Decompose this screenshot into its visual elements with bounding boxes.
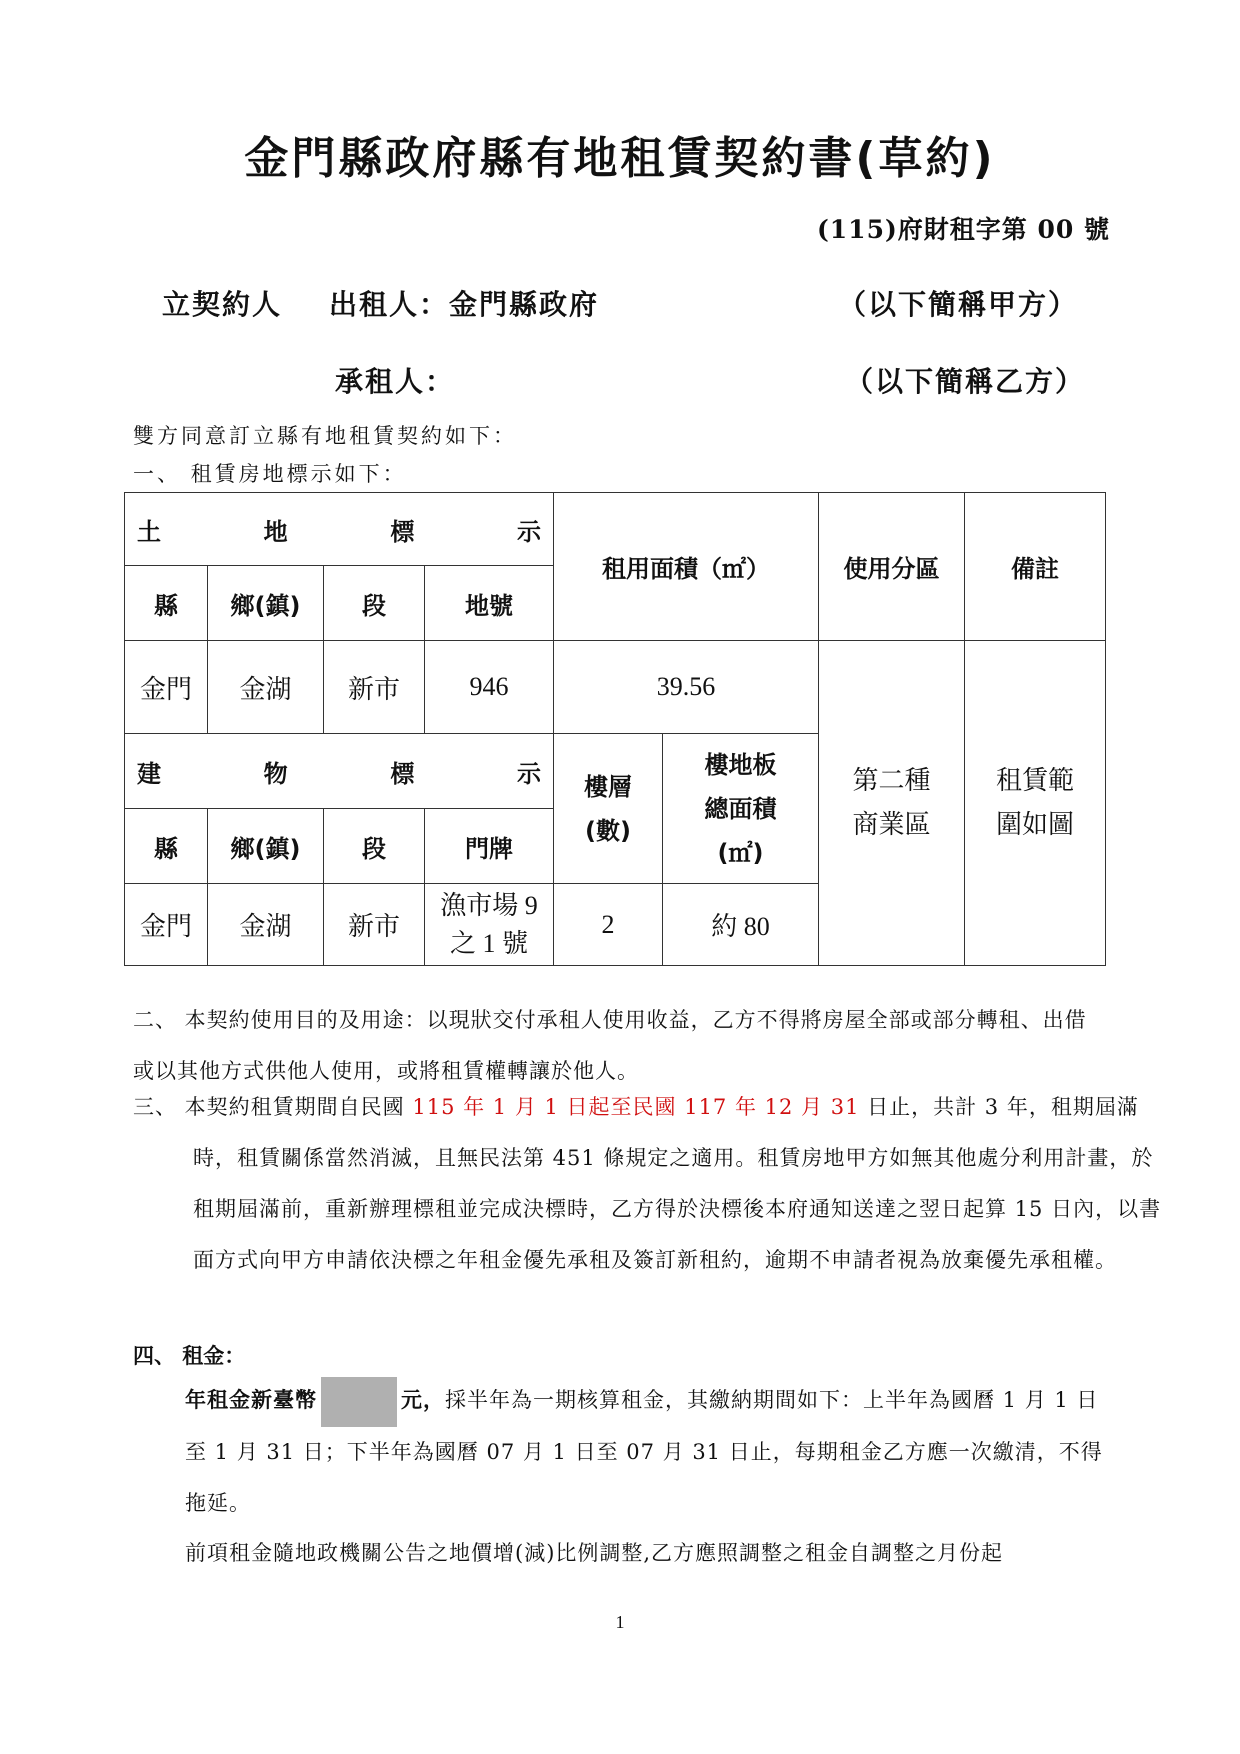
lease-period-highlight: 115 年 1 月 1 日起至民國 117 年 12 月 31 <box>412 1095 860 1119</box>
lessor-label: 出租人：金門縣政府 <box>329 288 600 321</box>
land-area: 39.56 <box>554 641 819 734</box>
property-table <box>124 492 1106 966</box>
building-floors: 2 <box>554 884 663 966</box>
lessee-label: 承租人： <box>335 365 456 398</box>
section1-heading: 一、 租賃房地標示如下： <box>133 462 407 486</box>
land-col-township: 鄉(鎮) <box>208 566 324 641</box>
land-row <box>125 641 1106 734</box>
land-header: 土地標示 <box>125 493 554 566</box>
building-col-township: 鄉(鎮) <box>208 809 324 884</box>
building-floor-area: 約 80 <box>663 884 819 966</box>
building-col-section: 段 <box>324 809 425 884</box>
parties-label: 立契約人 <box>162 288 283 321</box>
zone-value: 第二種 商業區 <box>819 641 965 966</box>
land-col-lot: 地號 <box>425 566 554 641</box>
rent-body: 採半年為一期核算租金，其繳納期間如下：上半年為國曆 1 月 1 日至 1 月 31 日；下半年為國曆 07 月 1 日至 07 月 31 日止，每期租金乙方應一次繳清，不得拖延。 <box>185 1388 1103 1515</box>
section4-heading: 四、 租金： <box>133 1344 246 1368</box>
lessor-alias: （以下簡稱甲方） <box>838 288 1079 321</box>
section3-text <box>133 1082 1168 1286</box>
floors-header: 樓層 (數) <box>554 734 663 884</box>
land-col-county: 縣 <box>125 566 208 641</box>
page-number: 1 <box>615 1612 625 1632</box>
building-header: 建物標示 <box>125 734 554 809</box>
land-lot: 946 <box>425 641 554 734</box>
land-section: 新市 <box>324 641 425 734</box>
land-county: 金門 <box>125 641 208 734</box>
area-header: 租用面積（㎡） <box>554 493 819 641</box>
building-county: 金門 <box>125 884 208 966</box>
floor-area-header: 樓地板 總面積 (㎡) <box>663 734 819 884</box>
land-township: 金湖 <box>208 641 324 734</box>
rent-adjust-text: 前項租金隨地政機關公告之地價增(減)比例調整,乙方應照調整之租金自調整之月份起 <box>185 1541 1004 1565</box>
redacted-rent-amount <box>321 1377 397 1427</box>
rent-suffix: 元， <box>401 1388 445 1412</box>
rent-text <box>185 1375 1105 1529</box>
document-title: 金門縣政府縣有地租賃契約書(草約) <box>244 133 996 184</box>
lessee-alias: （以下簡稱乙方） <box>845 365 1086 398</box>
document-number: (115)府財租字第 00 號 <box>816 215 1110 244</box>
section3-prefix: 三、 本契約租賃期間自民國 <box>133 1095 413 1119</box>
building-township: 金湖 <box>208 884 324 966</box>
section3-suffix: 日止，共計 3 年，租期屆滿時，租賃關係當然消滅，且無民法第 451 條規定之適用。租賃房地甲方如無其他處分利用計畫，於租期屆滿前，重新辦理標租並完成決標時，乙方得於決標後本府通知送達之翌日起算 15 日內，以書面方式向甲方申請依決標之年租金優先承租及簽訂新租約，逾期不申請者視為放棄優先承租權。 <box>193 1095 1162 1272</box>
section2-text: 二、 本契約使用目的及用途：以現狀交付承租人使用收益，乙方不得將房屋全部或部分轉租、出借或以其他方式供他人使用，或將租賃權轉讓於他人。 <box>133 1008 1087 1083</box>
lessor-line <box>162 283 599 323</box>
note-value: 租賃範 圍如圖 <box>965 641 1106 966</box>
building-address: 漁市場 9 之 1 號 <box>425 884 554 966</box>
building-col-county: 縣 <box>125 809 208 884</box>
land-col-section: 段 <box>324 566 425 641</box>
zone-header: 使用分區 <box>819 493 965 641</box>
rent-prefix: 年租金新臺幣 <box>185 1388 317 1412</box>
building-col-address: 門牌 <box>425 809 554 884</box>
note-header: 備註 <box>965 493 1106 641</box>
building-section: 新市 <box>324 884 425 966</box>
intro-text: 雙方同意訂立縣有地租賃契約如下： <box>133 424 517 448</box>
